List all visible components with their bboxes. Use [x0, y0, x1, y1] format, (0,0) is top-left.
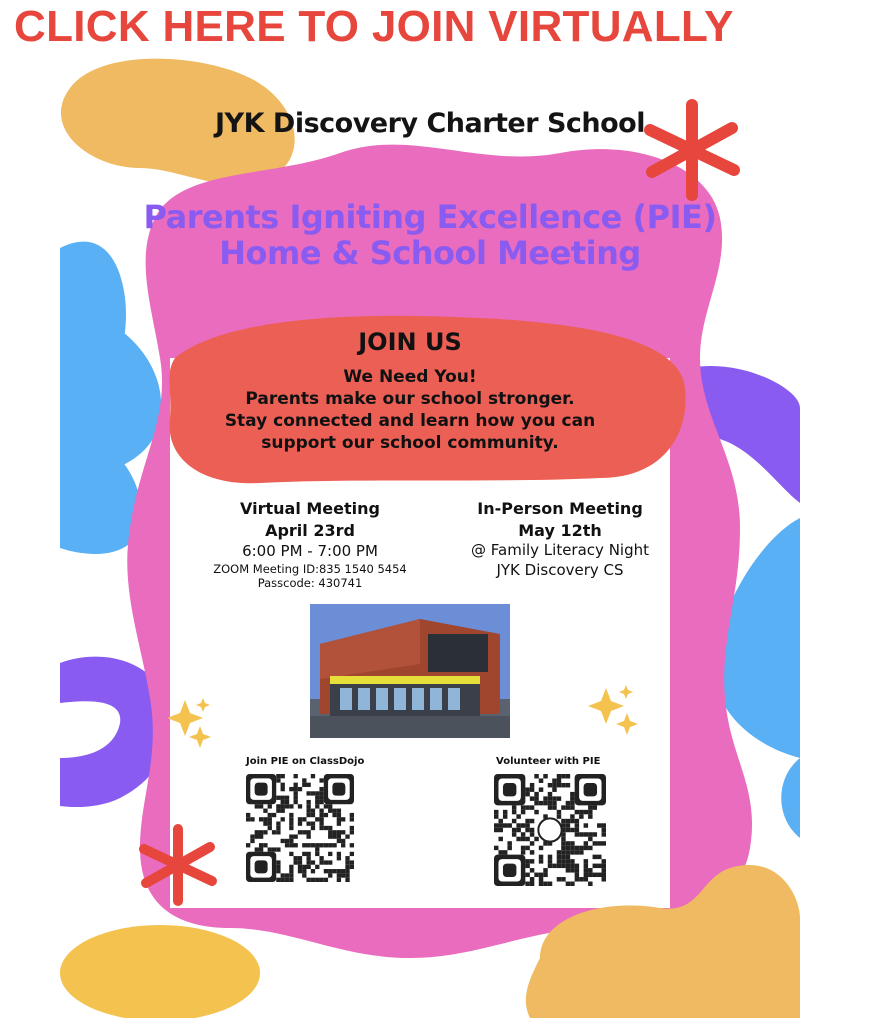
- qr-logo-icon: [538, 818, 561, 841]
- volunteer-qr-code[interactable]: [494, 774, 606, 886]
- in-person-meeting-heading: In-Person Meeting: [477, 499, 643, 518]
- in-person-location: JYK Discovery CS: [496, 561, 624, 579]
- zoom-passcode: Passcode: 430741: [257, 576, 363, 590]
- join-us-heading: JOIN US: [358, 328, 462, 356]
- join-virtually-link[interactable]: CLICK HERE TO JOIN VIRTUALLY: [14, 2, 734, 51]
- message-line: Parents make our school stronger.: [245, 389, 575, 409]
- school-name: JYK Discovery Charter School: [215, 108, 645, 139]
- classdojo-qr-code[interactable]: [246, 774, 354, 882]
- qr-volunteer-label: Volunteer with PIE: [496, 756, 601, 767]
- zoom-meeting-id: ZOOM Meeting ID:835 1540 5454: [213, 562, 407, 576]
- virtual-meeting-heading: Virtual Meeting: [240, 499, 380, 518]
- message-line: We Need You!: [343, 367, 477, 387]
- meeting-title-line-2: Home & School Meeting: [219, 234, 641, 272]
- meeting-title-line-1: Parents Igniting Excellence (PIE): [143, 198, 717, 236]
- school-building-photo: [310, 604, 510, 738]
- message-line: support our school community.: [261, 433, 559, 453]
- in-person-meeting-date: May 12th: [518, 521, 602, 540]
- qr-classdojo-label: Join PIE on ClassDojo: [246, 756, 365, 767]
- meeting-flyer: [60, 58, 800, 1018]
- virtual-meeting-time: 6:00 PM - 7:00 PM: [242, 542, 378, 560]
- message-line: Stay connected and learn how you can: [224, 411, 596, 431]
- virtual-meeting-date: April 23rd: [265, 521, 355, 540]
- join-message: [180, 366, 640, 454]
- in-person-event: @ Family Literacy Night: [471, 541, 649, 559]
